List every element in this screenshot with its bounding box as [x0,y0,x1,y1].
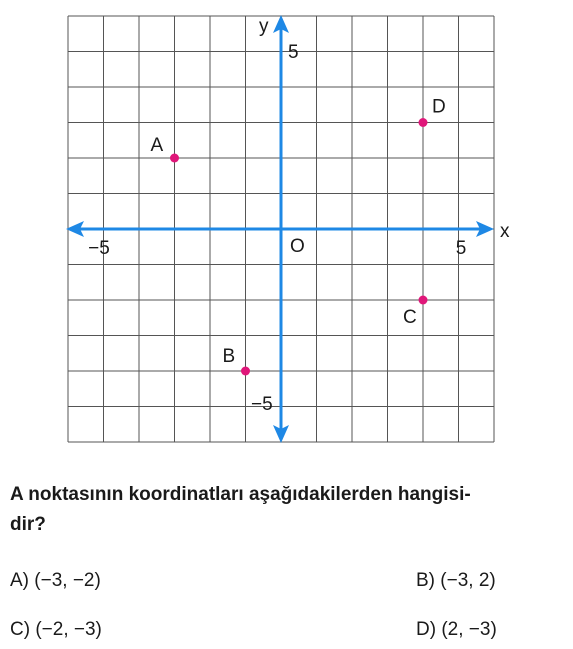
option-a[interactable]: A) (−3, −2) [10,570,101,591]
option-d[interactable]: D) (2, −3) [416,619,497,640]
option-b[interactable]: B) (−3, 2) [416,570,496,591]
point-a [170,154,179,163]
y-axis-label: y [259,16,269,37]
origin-label: O [290,236,305,257]
axes [66,15,494,443]
x-tick-label-positive: 5 [455,238,467,259]
point-label-c: C [403,307,417,328]
question-text [10,480,570,540]
question-line-2: dir? [10,514,46,535]
point-label-d: D [432,96,446,118]
y-tick-label-positive: 5 [288,42,299,63]
point-d [419,118,428,127]
question-line-1: A noktasının koordinatları aşağıdakilerden hangisi- [10,484,471,505]
x-axis-label: x [500,221,510,242]
point-label-b: B [222,346,236,367]
x-tick-label-negative: −5 [88,238,110,259]
point-label-a: A [150,135,164,156]
point-b [241,367,250,376]
point-c [419,296,428,305]
option-c[interactable]: C) (−2, −3) [10,619,102,640]
axis-labels [88,16,510,415]
y-tick-label-negative: −5 [251,394,273,415]
